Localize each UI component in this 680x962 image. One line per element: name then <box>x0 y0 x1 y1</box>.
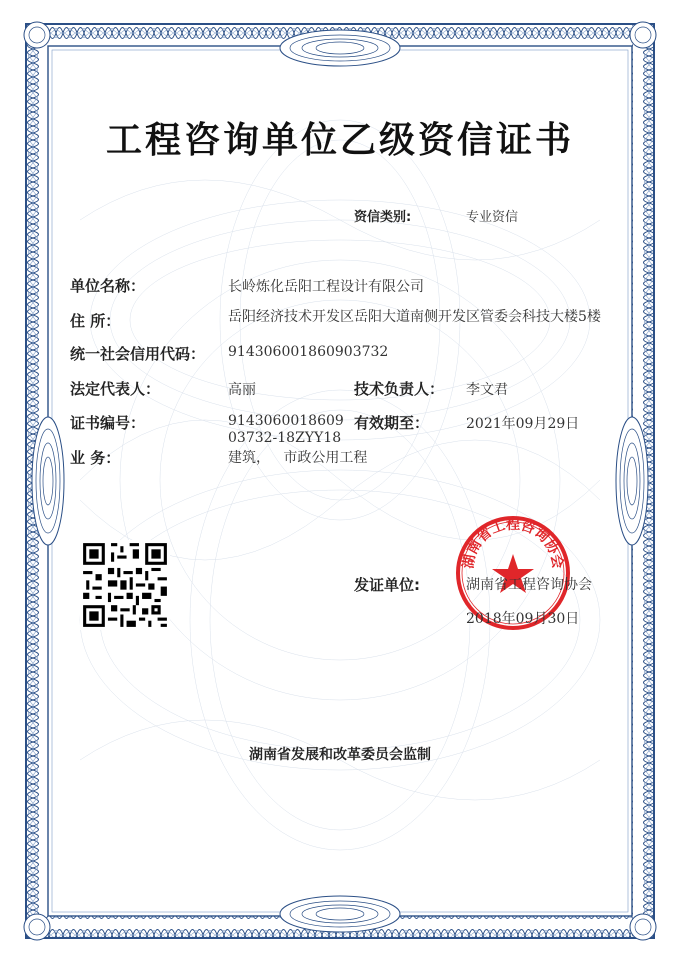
company-label: 单位名称： <box>70 277 146 295</box>
issuer-value: 湖南省工程咨询协会 <box>466 577 592 593</box>
issuer-label: 发证单位: <box>354 576 420 594</box>
credit-code-label: 统一社会信用代码： <box>70 345 206 363</box>
tech-lead-label: 技术负责人： <box>354 380 445 398</box>
supervisor-footer: 湖南省发展和改革委员会监制 <box>249 747 431 763</box>
qualification-type-label: 资信类别: <box>354 210 412 225</box>
valid-until-label: 有效期至： <box>354 414 430 432</box>
company-value: 长岭炼化岳阳工程设计有限公司 <box>228 279 424 295</box>
qualification-type-value: 专业资信 <box>466 210 519 225</box>
legal-rep-value: 高丽 <box>228 382 256 398</box>
legal-rep-label: 法定代表人： <box>70 380 161 398</box>
issue-date: 2018年09月30日 <box>466 611 580 627</box>
address-label: 住 所： <box>70 312 121 330</box>
qr-code <box>80 540 170 630</box>
tech-lead-value: 李文君 <box>466 382 508 398</box>
seal-text: 湖南省工程咨询协会 <box>460 516 566 570</box>
valid-until-value: 2021年09月29日 <box>466 416 580 432</box>
cert-no-label: 证书编号： <box>70 414 146 432</box>
cert-no-value: 914306001860903732-18ZYY18 <box>228 413 344 446</box>
business-label: 业 务： <box>70 449 121 467</box>
certificate-title: 工程咨询单位乙级资信证书 <box>105 119 574 161</box>
credit-code-value: 914306001860903732 <box>228 344 389 360</box>
address-value: 岳阳经济技术开发区岳阳大道南侧开发区管委会科技大楼5楼 <box>228 309 601 325</box>
guilloche-background <box>60 60 620 900</box>
business-value: 建筑， 市政公用工程 <box>228 450 368 466</box>
